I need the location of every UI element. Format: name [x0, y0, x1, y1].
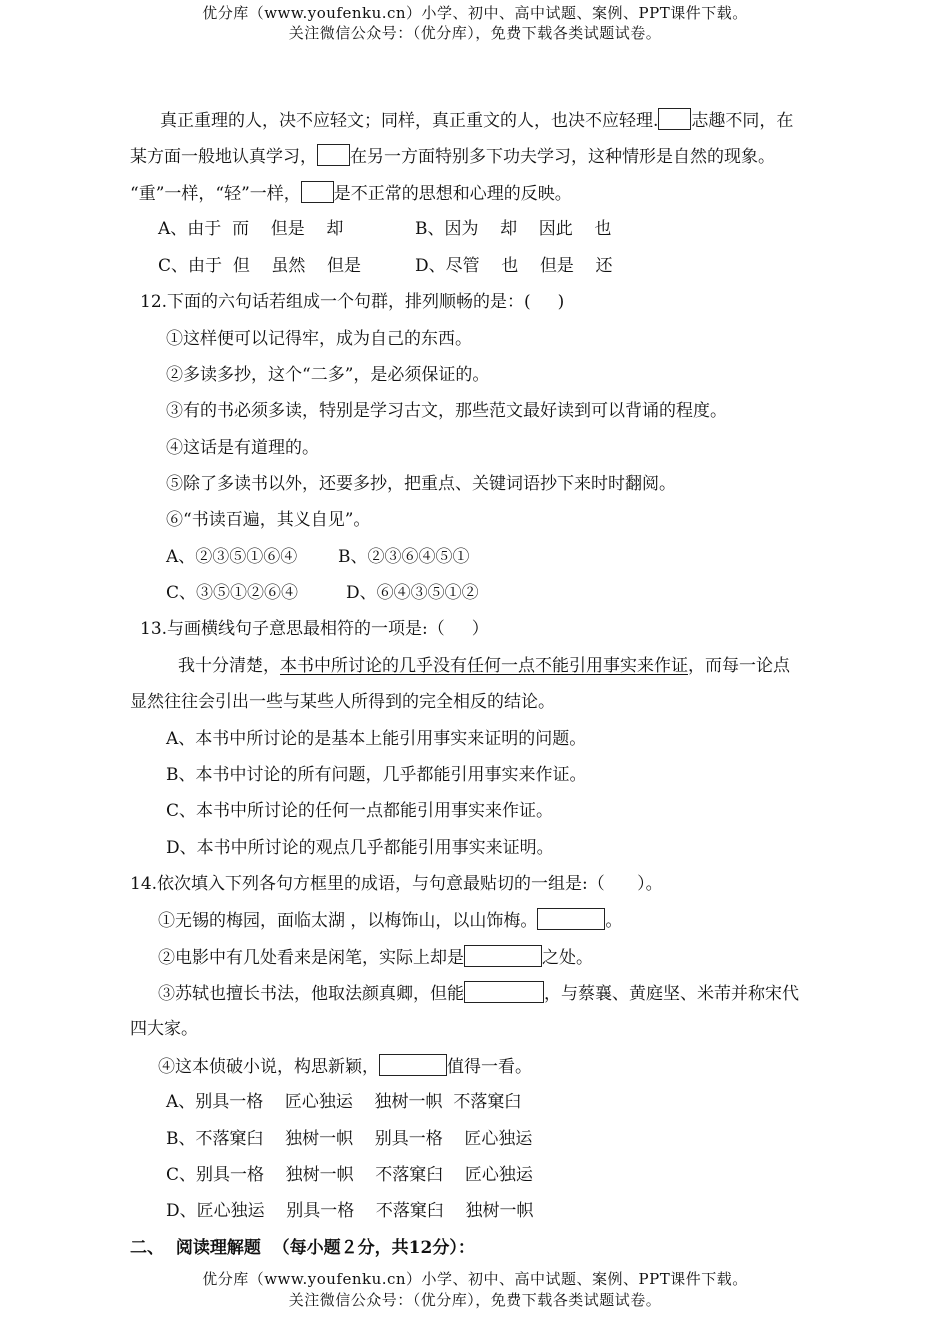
q13-option-b: B、本书中讨论的所有问题，几乎都能引用事实来作证。 [166, 765, 587, 785]
q14-blank-2 [464, 945, 542, 967]
q14-option-a: A、别具一格 匠心独运 独树一帜 不落窠臼 [166, 1092, 522, 1112]
q11-paragraph-line1 [160, 108, 793, 133]
q14-option-b: B、不落窠臼 独树一帜 别具一格 匠心独运 [166, 1129, 533, 1149]
q12-sentence-5: ⑤除了多读书以外，还要多抄，把重点、关键词语抄下来时时翻阅。 [166, 474, 676, 494]
q14-text: ②电影中有几处看来是闲笔，实际上却是 [158, 948, 464, 968]
q13-option-a: A、本书中所讨论的是基本上能引用事实来证明的问题。 [166, 729, 587, 749]
page-footer-line2: 关注微信公众号：（优分库），免费下载各类试题试卷。 [288, 1291, 662, 1309]
q11-text: 志趣不同，在 [691, 111, 794, 131]
q14-blank-3 [464, 981, 544, 1003]
q11-text: 在另一方面特别多下功夫学习，这种情形是自然的现象。 [350, 147, 775, 167]
q14-text: ，与蔡襄、黄庭坚、米芾并称宋代 [544, 984, 799, 1004]
q14-sentence-2 [158, 945, 593, 970]
page-footer-line1: 优分库（www.youfenku.cn）小学、初中、高中试题、案例、PPT课件下载。 [202, 1270, 748, 1288]
q13-passage-line2: 显然往往会引出一些与某些人所得到的完全相反的结论。 [130, 692, 555, 712]
q12-sentence-1: ①这样便可以记得牢，成为自己的东西。 [166, 329, 472, 349]
q13-text: ，而每一论点 [688, 656, 790, 676]
q11-text: 某方面一般地认真学习， [130, 147, 317, 167]
q14-text: 值得一看。 [447, 1057, 532, 1077]
q12-sentence-2: ②多读多抄，这个“二多”，是必须保证的。 [166, 365, 490, 385]
q14-blank-1 [537, 908, 605, 930]
q12-stem: 12.下面的六句话若组成一个句群，排列顺畅的是：( ) [140, 292, 565, 312]
q14-option-d: D、匠心独运 别具一格 不落窠臼 独树一帜 [166, 1201, 534, 1221]
q14-option-c: C、别具一格 独树一帜 不落窠臼 匠心独运 [166, 1165, 533, 1185]
q14-sentence-3 [158, 981, 799, 1006]
q11-option-c: C、由于 但 虽然 但是 [158, 256, 362, 276]
q11-option-a: A、由于 而 但是 却 [158, 219, 344, 239]
q14-text: 。 [605, 911, 623, 931]
q14-text: ④这本侦破小说，构思新颖， [158, 1057, 379, 1077]
page-header-line2: 关注微信公众号：（优分库），免费下载各类试题试卷。 [288, 24, 662, 42]
q12-option-b: B、②③⑥④⑤① [338, 547, 470, 567]
q14-blank-4 [379, 1054, 447, 1076]
q14-sentence-4 [158, 1054, 532, 1079]
q14-text: 之处。 [542, 948, 593, 968]
q12-sentence-3: ③有的书必须多读，特别是学习古文，那些范文最好读到可以背诵的程度。 [166, 401, 727, 421]
q12-sentence-6: ⑥“书读百遍，其义自见”。 [166, 510, 371, 530]
q11-blank-2 [317, 144, 350, 166]
q14-text: ①无锡的梅园，面临太湖 ，以梅饰山，以山饰梅。 [158, 911, 538, 931]
page-header-line1: 优分库（www.youfenku.cn）小学、初中、高中试题、案例、PPT课件下载。 [202, 4, 748, 22]
q13-underlined-sentence: 本书中所讨论的几乎没有任何一点不能引用事实来作证 [280, 656, 688, 676]
q13-passage-line1 [178, 654, 790, 678]
q11-text: 是不正常的思想和心理的反映。 [333, 184, 572, 204]
q11-blank-1 [658, 108, 691, 130]
q13-option-d: D、本书中所讨论的观点几乎都能引用事实来证明。 [166, 838, 554, 858]
q11-option-b: B、因为 却 因此 也 [415, 219, 612, 239]
q12-option-a: A、②③⑤①⑥④ [166, 547, 298, 567]
q11-text: 真正重理的人，决不应轻文；同样，真正重文的人，也决不应轻理. [160, 111, 659, 131]
q14-text: ③苏轼也擅长书法，他取法颜真卿，但能 [158, 984, 464, 1004]
q11-paragraph-line3 [130, 181, 572, 206]
q12-option-c: C、③⑤①②⑥④ [166, 583, 299, 603]
q11-paragraph-line2 [130, 144, 775, 169]
q11-blank-3 [301, 181, 334, 203]
q11-text: “重”一样，“轻”一样， [130, 184, 301, 204]
q14-stem: 14.依次填入下列各句方框里的成语，与句意最贴切的一组是:（ ）。 [130, 874, 663, 894]
section-2-title: 二、 阅读理解题 （每小题２分，共12分）： [130, 1238, 475, 1258]
q13-text: 我十分清楚， [178, 656, 280, 676]
q11-option-d: D、尽管 也 但是 还 [415, 256, 613, 276]
q13-option-c: C、本书中所讨论的任何一点都能引用事实来作证。 [166, 801, 554, 821]
q12-option-d: D、⑥④③⑤①② [346, 583, 479, 603]
q13-stem: 13.与画横线句子意思最相符的一项是:（ ） [140, 619, 489, 639]
q14-sentence-1 [158, 908, 622, 933]
q12-sentence-4: ④这话是有道理的。 [166, 438, 319, 458]
q14-sentence-3-cont: 四大家。 [130, 1019, 198, 1039]
